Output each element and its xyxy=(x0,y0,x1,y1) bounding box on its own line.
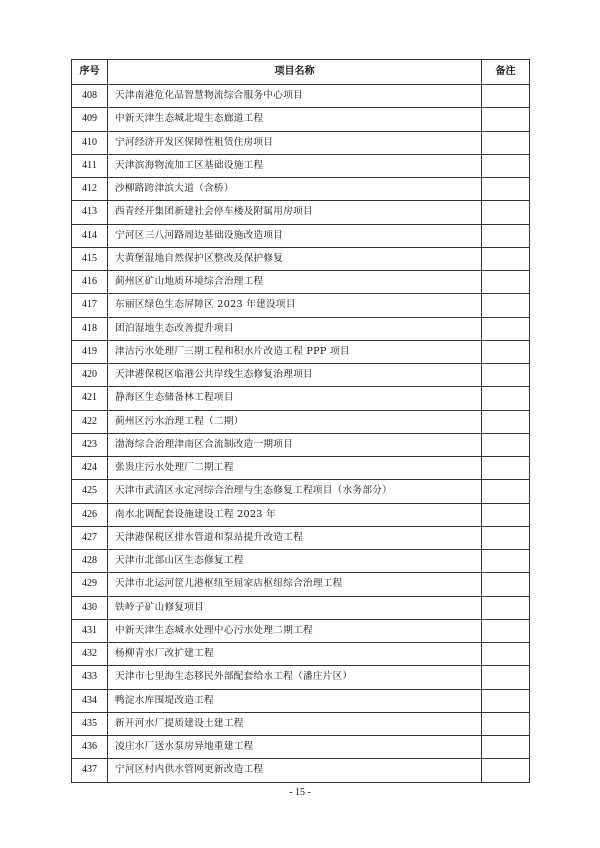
table-row xyxy=(72,689,530,712)
row-project-name: 天津南港危化品智慧物流综合服务中心项目 xyxy=(108,85,482,108)
row-remarks xyxy=(482,573,530,596)
row-serial-number: 435 xyxy=(72,712,108,735)
row-remarks xyxy=(482,271,530,294)
table-row xyxy=(72,154,530,177)
row-project-name: 渤海综合治理津南区合流制改造一期项目 xyxy=(108,433,482,456)
row-remarks xyxy=(482,736,530,759)
row-remarks xyxy=(482,201,530,224)
row-serial-number: 415 xyxy=(72,247,108,270)
row-remarks xyxy=(482,294,530,317)
row-project-name: 鸭淀水库围堤改造工程 xyxy=(108,689,482,712)
row-remarks xyxy=(482,131,530,154)
row-remarks xyxy=(482,759,530,782)
row-serial-number: 419 xyxy=(72,340,108,363)
table-row xyxy=(72,526,530,549)
table-row xyxy=(72,433,530,456)
row-project-name: 蓟州区污水治理工程（二期） xyxy=(108,410,482,433)
table-row xyxy=(72,131,530,154)
row-project-name: 新开河水厂提质建设土建工程 xyxy=(108,712,482,735)
row-remarks xyxy=(482,643,530,666)
row-project-name: 天津市北部山区生态修复工程 xyxy=(108,550,482,573)
row-remarks xyxy=(482,410,530,433)
row-project-name: 天津港保税区临港公共岸线生态修复治理项目 xyxy=(108,364,482,387)
row-serial-number: 420 xyxy=(72,364,108,387)
table-row xyxy=(72,736,530,759)
table-row xyxy=(72,457,530,480)
row-remarks xyxy=(482,154,530,177)
row-serial-number: 433 xyxy=(72,666,108,689)
row-serial-number: 409 xyxy=(72,108,108,131)
table-row xyxy=(72,503,530,526)
row-serial-number: 411 xyxy=(72,154,108,177)
row-project-name: 中新天津生态城水处理中心污水处理二期工程 xyxy=(108,619,482,642)
row-project-name: 天津市七里海生态移民外部配套给水工程（潘庄片区） xyxy=(108,666,482,689)
row-project-name: 宁河区村内供水管网更新改造工程 xyxy=(108,759,482,782)
row-remarks xyxy=(482,666,530,689)
row-remarks xyxy=(482,712,530,735)
table-row xyxy=(72,294,530,317)
row-project-name: 蓟州区矿山地质环境综合治理工程 xyxy=(108,271,482,294)
row-project-name: 铁岭子矿山修复项目 xyxy=(108,596,482,619)
table-row xyxy=(72,85,530,108)
header-serial-number: 序号 xyxy=(72,60,108,85)
row-remarks xyxy=(482,526,530,549)
row-serial-number: 427 xyxy=(72,526,108,549)
row-project-name: 天津市北运河筐儿港枢纽至屈家店枢纽综合治理工程 xyxy=(108,573,482,596)
table-row xyxy=(72,108,530,131)
row-remarks xyxy=(482,503,530,526)
row-serial-number: 432 xyxy=(72,643,108,666)
row-project-name: 杨柳青水厂改扩建工程 xyxy=(108,643,482,666)
row-remarks xyxy=(482,108,530,131)
table-row xyxy=(72,596,530,619)
row-remarks xyxy=(482,480,530,503)
row-serial-number: 430 xyxy=(72,596,108,619)
row-remarks xyxy=(482,433,530,456)
row-project-name: 天津滨海物流加工区基础设施工程 xyxy=(108,154,482,177)
table-row xyxy=(72,573,530,596)
row-project-name: 南水北调配套设施建设工程 2023 年 xyxy=(108,503,482,526)
table-body xyxy=(72,85,530,783)
table-header-row xyxy=(72,60,530,85)
row-remarks xyxy=(482,178,530,201)
row-serial-number: 412 xyxy=(72,178,108,201)
row-project-name: 东丽区绿色生态屏障区 2023 年建设项目 xyxy=(108,294,482,317)
row-serial-number: 437 xyxy=(72,759,108,782)
row-serial-number: 421 xyxy=(72,387,108,410)
row-remarks xyxy=(482,550,530,573)
row-serial-number: 428 xyxy=(72,550,108,573)
row-project-name: 西青经开集团新建社会停车楼及附属用房项目 xyxy=(108,201,482,224)
table-row xyxy=(72,247,530,270)
table-row xyxy=(72,387,530,410)
row-project-name: 凌庄水厂送水泵房异地重建工程 xyxy=(108,736,482,759)
table-row xyxy=(72,550,530,573)
row-serial-number: 423 xyxy=(72,433,108,456)
row-serial-number: 410 xyxy=(72,131,108,154)
row-remarks xyxy=(482,364,530,387)
table-row xyxy=(72,619,530,642)
table-row xyxy=(72,643,530,666)
row-serial-number: 418 xyxy=(72,317,108,340)
row-serial-number: 434 xyxy=(72,689,108,712)
row-project-name: 大黄堡湿地自然保护区整改及保护修复 xyxy=(108,247,482,270)
row-remarks xyxy=(482,224,530,247)
table-row xyxy=(72,178,530,201)
row-remarks xyxy=(482,619,530,642)
row-serial-number: 414 xyxy=(72,224,108,247)
table-row xyxy=(72,271,530,294)
row-project-name: 天津市武清区永定河综合治理与生态修复工程项目（水务部分） xyxy=(108,480,482,503)
table-row xyxy=(72,340,530,363)
row-project-name: 宁河区三八河路周边基础设施改造项目 xyxy=(108,224,482,247)
row-project-name: 中新天津生态城北堤生态廊道工程 xyxy=(108,108,482,131)
row-remarks xyxy=(482,457,530,480)
row-serial-number: 416 xyxy=(72,271,108,294)
header-project-name: 项目名称 xyxy=(108,60,482,85)
row-project-name: 沙柳路跨津滨大道（含桥） xyxy=(108,178,482,201)
row-serial-number: 431 xyxy=(72,619,108,642)
row-serial-number: 424 xyxy=(72,457,108,480)
header-remarks: 备注 xyxy=(482,60,530,85)
row-project-name: 张贵庄污水处理厂二期工程 xyxy=(108,457,482,480)
page-number: - 15 - xyxy=(289,787,311,798)
table-row xyxy=(72,666,530,689)
table-row xyxy=(72,201,530,224)
row-remarks xyxy=(482,340,530,363)
row-serial-number: 417 xyxy=(72,294,108,317)
table-row xyxy=(72,224,530,247)
row-serial-number: 413 xyxy=(72,201,108,224)
row-serial-number: 408 xyxy=(72,85,108,108)
row-serial-number: 426 xyxy=(72,503,108,526)
table-row xyxy=(72,317,530,340)
row-project-name: 天津港保税区排水管道和泵站提升改造工程 xyxy=(108,526,482,549)
row-remarks xyxy=(482,387,530,410)
row-remarks xyxy=(482,85,530,108)
row-remarks xyxy=(482,247,530,270)
table-row xyxy=(72,712,530,735)
row-serial-number: 425 xyxy=(72,480,108,503)
row-remarks xyxy=(482,596,530,619)
row-serial-number: 422 xyxy=(72,410,108,433)
row-project-name: 团泊湿地生态改善提升项目 xyxy=(108,317,482,340)
row-project-name: 静海区生态储备林工程项目 xyxy=(108,387,482,410)
row-project-name: 津沽污水处理厂三期工程和积水片改造工程 PPP 项目 xyxy=(108,340,482,363)
table-row xyxy=(72,364,530,387)
table-row xyxy=(72,410,530,433)
row-remarks xyxy=(482,317,530,340)
row-serial-number: 429 xyxy=(72,573,108,596)
row-project-name: 宁河经济开发区保障性租赁住房项目 xyxy=(108,131,482,154)
row-serial-number: 436 xyxy=(72,736,108,759)
table-row xyxy=(72,480,530,503)
table-row xyxy=(72,759,530,782)
project-table xyxy=(71,59,530,783)
row-remarks xyxy=(482,689,530,712)
